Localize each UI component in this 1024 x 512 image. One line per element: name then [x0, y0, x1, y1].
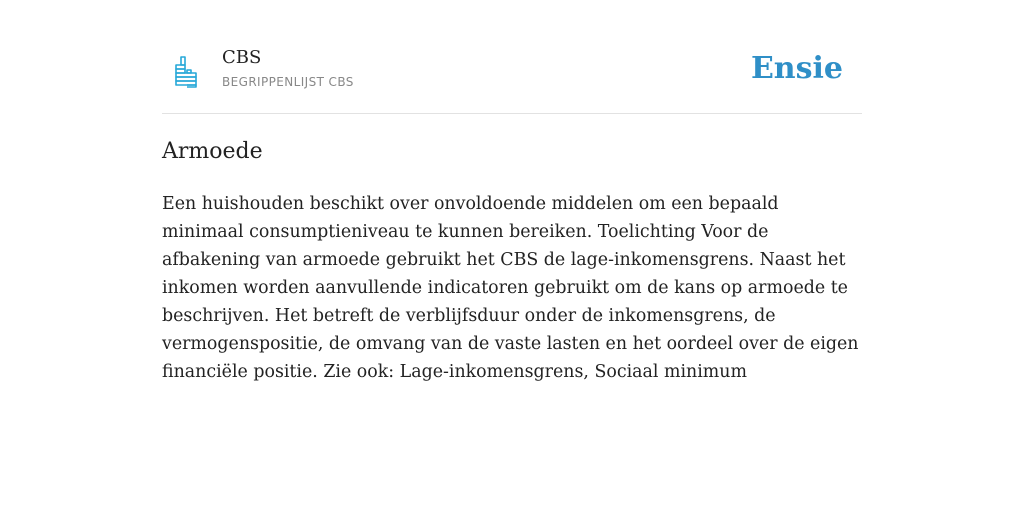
term-title: Armoede — [162, 139, 263, 164]
ensie-logo[interactable]: Ensie — [750, 51, 843, 86]
cbs-logo-icon[interactable] — [175, 56, 197, 88]
source-subtitle[interactable]: BEGRIPPENLIJST CBS — [222, 75, 354, 89]
source-name[interactable]: CBS — [222, 47, 262, 68]
header — [162, 30, 862, 114]
term-definition: Een huishouden beschikt over onvoldoende middelen om een bepaald minimaal consumptieniveau te kunnen bereiken. Toelichting Voor de afbakening van armoede gebruikt het CBS de lage-inkomensgrens. Naast het inkomen worden aanvullende indicatoren gebruikt om de kans op armoede te beschrijven. Het betreft de verblijfsduur onder de inkomensgrens, de vermogenspositie, de omvang van de vaste lasten en het oordeel over de eigen financiële positie. Zie ook: Lage-inkomensgrens, Sociaal minimum — [162, 194, 859, 382]
